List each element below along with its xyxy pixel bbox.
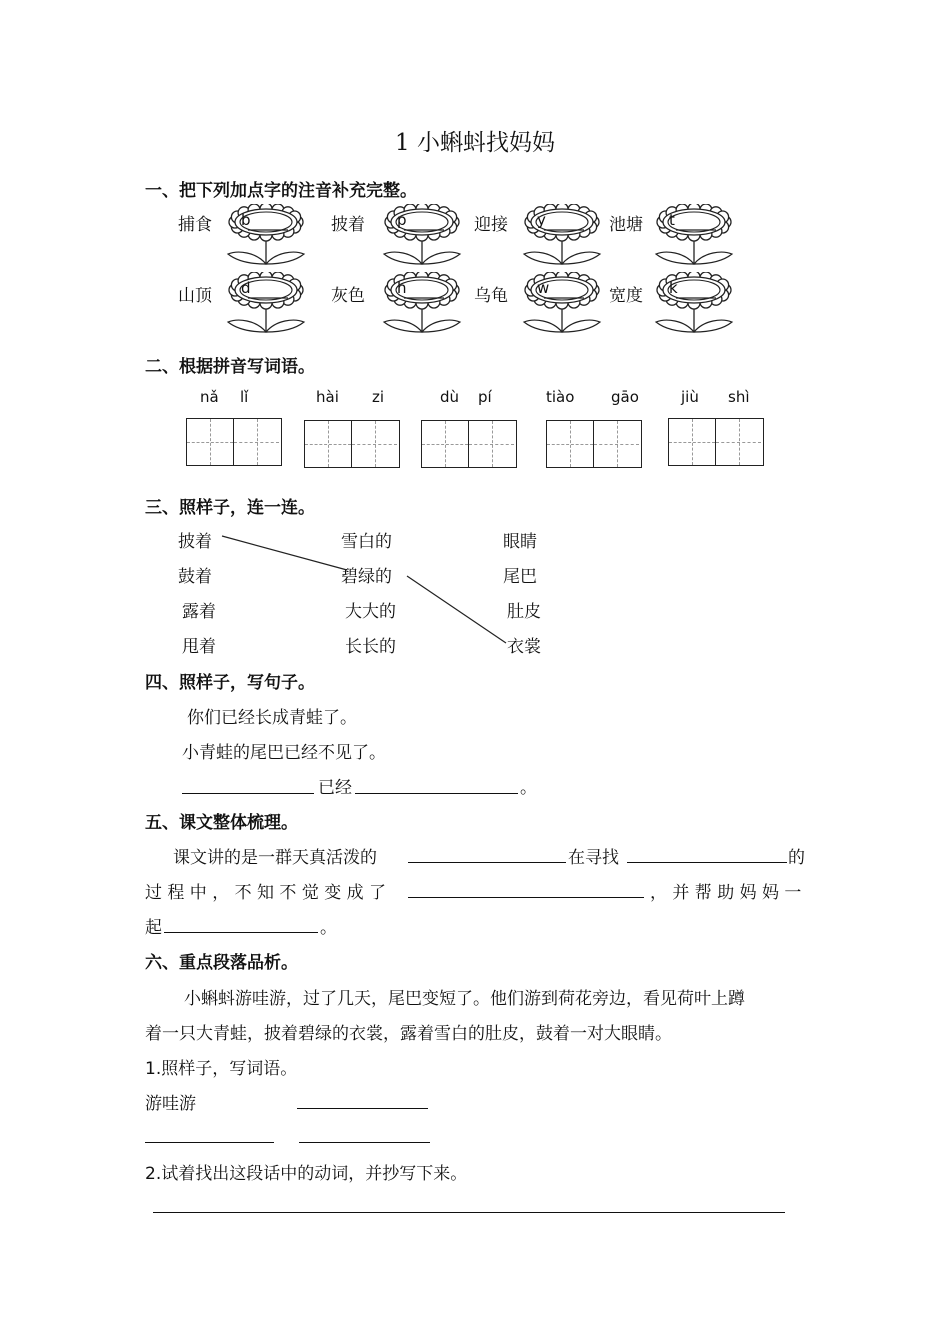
summary-text-6: 起 [145, 918, 162, 938]
blank-line[interactable] [145, 1142, 274, 1143]
section-6-heading: 六、重点段落品析。 [145, 953, 298, 973]
pinyin-4b: gāo [611, 388, 639, 406]
blank-line[interactable] [299, 1142, 430, 1143]
flower-word-label: 山顶 [178, 286, 212, 306]
pinyin-initial: t [669, 211, 675, 229]
example-sentence-2: 小青蛙的尾巴已经不见了。 [182, 743, 386, 763]
pinyin-initial: k [669, 279, 678, 297]
section-5-heading: 五、课文整体梳理。 [145, 813, 298, 833]
flower-word-label: 乌龟 [474, 286, 508, 306]
sentence-end: 。 [520, 778, 537, 798]
pinyin-2b: zi [372, 388, 385, 406]
match-col2-item[interactable]: 雪白的 [341, 532, 392, 552]
match-col1-item[interactable]: 甩着 [182, 637, 216, 657]
flower-word-label: 披着 [331, 215, 365, 235]
pinyin-5a: jiù [681, 388, 699, 406]
section-3-heading: 三、照样子，连一连。 [145, 498, 315, 518]
pinyin-3b: pí [478, 388, 492, 406]
example-word: 游哇游 [145, 1094, 196, 1114]
question-2: 2.试着找出这段话中的动词，并抄写下来。 [145, 1164, 468, 1184]
flower-word-label: 灰色 [331, 286, 365, 306]
match-col3-item[interactable]: 眼睛 [503, 532, 537, 552]
sentence-connector: 已经 [318, 778, 352, 798]
question-1: 1.照样子，写词语。 [145, 1059, 298, 1079]
example-sentence-1: 你们已经长成青蛙了。 [187, 708, 357, 728]
passage-line-1: 小蝌蚪游哇游，过了几天，尾巴变短了。他们游到荷花旁边，看见荷叶上蹲 [184, 989, 745, 1009]
blank-line[interactable] [164, 932, 318, 933]
pinyin-initial: h [397, 279, 407, 297]
blank-line[interactable] [355, 793, 518, 794]
section-2-heading: 二、根据拼音写词语。 [145, 357, 315, 377]
pinyin-initial: w [537, 279, 550, 297]
pinyin-initial: p [397, 211, 407, 229]
summary-text-2: 在寻找 [568, 848, 619, 868]
flower-word-label: 池塘 [609, 215, 643, 235]
blank-line[interactable] [408, 897, 644, 898]
connect-line-1 [222, 536, 347, 570]
match-col3-item[interactable]: 衣裳 [507, 637, 541, 657]
section-4-heading: 四、照样子，写句子。 [145, 673, 315, 693]
summary-text-1: 课文讲的是一群天真活泼的 [173, 848, 377, 868]
summary-text-4: 过 程 中 ， 不 知 不 觉 变 成 了 [145, 883, 387, 903]
answer-line[interactable] [153, 1212, 785, 1213]
summary-text-7: 。 [320, 918, 337, 938]
match-col1-item[interactable]: 鼓着 [178, 567, 212, 587]
blank-line[interactable] [297, 1108, 428, 1109]
match-col3-item[interactable]: 肚皮 [507, 602, 541, 622]
pinyin-5b: shì [728, 388, 750, 406]
pinyin-initial: d [241, 279, 251, 297]
pinyin-initial: b [241, 211, 251, 229]
match-col2-item[interactable]: 大大的 [345, 602, 396, 622]
match-col3-item[interactable]: 尾巴 [503, 567, 537, 587]
section-1-heading: 一、把下列加点字的注音补充完整。 [145, 181, 417, 201]
page-title: 1 小蝌蚪找妈妈 [395, 130, 555, 156]
flower-word-label: 宽度 [609, 286, 643, 306]
blank-line[interactable] [182, 793, 314, 794]
blank-line[interactable] [408, 862, 566, 863]
flower-word-label: 捕食 [178, 215, 212, 235]
match-col1-item[interactable]: 披着 [178, 532, 212, 552]
summary-text-5: ， 并 帮 助 妈 妈 一 [650, 883, 802, 903]
summary-text-3: 的 [788, 848, 805, 868]
match-col2-item[interactable]: 长长的 [345, 637, 396, 657]
pinyin-4a: tiào [546, 388, 575, 406]
match-col1-item[interactable]: 露着 [182, 602, 216, 622]
flower-word-label: 迎接 [474, 215, 508, 235]
pinyin-1a: nǎ [200, 388, 219, 406]
pinyin-1b: lǐ [240, 388, 249, 406]
pinyin-initial: y [537, 211, 546, 229]
connect-line-2 [407, 576, 506, 643]
pinyin-2a: hài [316, 388, 339, 406]
blank-line[interactable] [627, 862, 787, 863]
match-col2-item[interactable]: 碧绿的 [341, 567, 392, 587]
passage-line-2: 着一只大青蛙，披着碧绿的衣裳，露着雪白的肚皮，鼓着一对大眼睛。 [145, 1024, 672, 1044]
pinyin-3a: dù [440, 388, 460, 406]
